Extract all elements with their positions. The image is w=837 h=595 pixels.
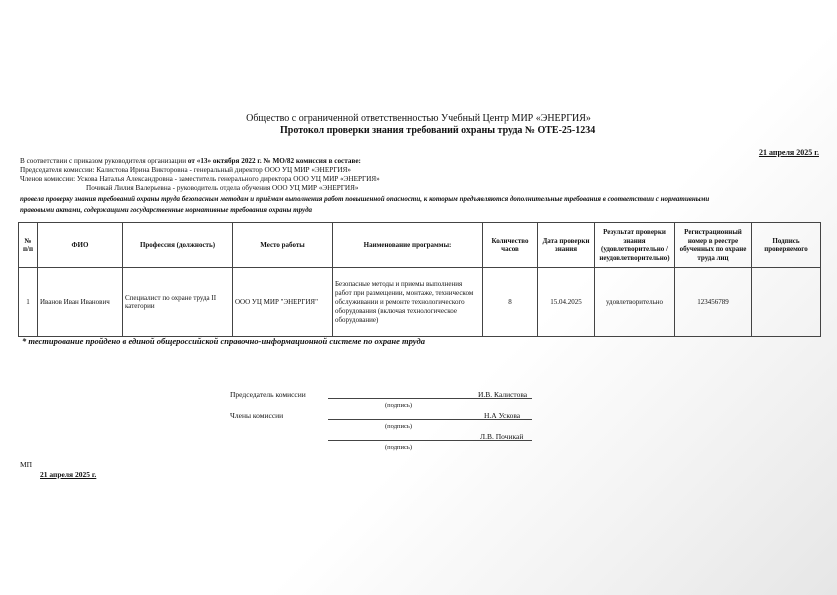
header-hours: Количество часов xyxy=(483,223,538,268)
results-table xyxy=(18,222,821,337)
cell-result: удовлетворительно xyxy=(595,268,675,337)
cell-fio: Иванов Иван Иванович xyxy=(38,268,123,337)
table-header-row xyxy=(19,223,821,268)
member1-line: Членов комиссии: Ускова Наталья Александровна - заместитель генерального директора ООО УЦ МИР «ЭНЕРГИЯ» xyxy=(20,175,380,183)
chair-line: Председателя комиссии: Калистова Ирина Викторовна - генеральный директор ООО УЦ МИР «ЭНЕРГИЯ» xyxy=(20,166,351,174)
protocol-title: Протокол проверки знания требований охраны труда № ОТЕ-25-1234 xyxy=(280,125,596,136)
purpose-line-1: провела проверку знания требований охраны труда безопасным методам и приёмам выполнения работ повышенной опасности, к которым предъявляются дополнительные требования в соответствии с нормативными xyxy=(20,195,710,203)
chair-name: И.В. Калистова xyxy=(478,390,528,399)
member1-name: Н.А Ускова xyxy=(484,411,521,420)
header-date: Дата проверки знания xyxy=(538,223,595,268)
chair-sign-caption: (подпись) xyxy=(385,402,412,409)
member2-line: Почикай Лилия Валерьевна - руководитель отдела обучения ООО УЦ МИР «ЭНЕРГИЯ» xyxy=(86,184,359,192)
members-label: Члены комиссии xyxy=(230,411,284,420)
cell-num: 1 xyxy=(19,268,38,337)
footer-date: 21 апреля 2025 г. xyxy=(40,470,97,479)
cell-profession: Специалист по охране труда II категории xyxy=(123,268,233,337)
cell-date: 15.04.2025 xyxy=(538,268,595,337)
order-details: от «13» октября 2022 г. № МО/82 комиссия в составе: xyxy=(187,157,361,165)
header-reg-number: Регистрационный номер в реестре обученных по охране труда лиц xyxy=(675,223,752,268)
organization-name: Общество с ограниченной ответственностью Учебный Центр МИР «ЭНЕРГИЯ» xyxy=(246,113,591,124)
member2-sign-caption: (подпись) xyxy=(385,444,412,451)
header-num: № п/п xyxy=(19,223,38,268)
cell-signature xyxy=(752,268,821,337)
header-program: Наименование программы: xyxy=(333,223,483,268)
header-signature: Подпись проверяемого xyxy=(752,223,821,268)
table-row xyxy=(19,268,821,337)
stamp-label: МП xyxy=(20,460,33,469)
cell-workplace: ООО УЦ МИР "ЭНЕРГИЯ" xyxy=(233,268,333,337)
member1-sign-caption: (подпись) xyxy=(385,423,412,430)
cell-hours: 8 xyxy=(483,268,538,337)
protocol-date: 21 апреля 2025 г. xyxy=(758,148,819,157)
header-profession: Профессия (должность) xyxy=(123,223,233,268)
order-prefix: В соответствии с приказом руководителя организации xyxy=(20,157,188,165)
purpose-line-2: правовыми актами, содержащими государственные нормативные требования охраны труда xyxy=(20,206,313,214)
header-fio: ФИО xyxy=(38,223,123,268)
chair-label: Председатель комиссии xyxy=(230,390,306,399)
header-workplace: Место работы xyxy=(233,223,333,268)
cell-program: Безопасные методы и приемы выполнения работ при размещении, монтаже, техническом обслуживании и ремонте технологического оборудования (включая технологическое оборудование) xyxy=(333,268,483,337)
cell-reg-number: 123456789 xyxy=(675,268,752,337)
member2-name: Л.В. Почикай xyxy=(480,432,524,441)
header-result: Результат проверки знания (удовлетворительно / неудовлетворительно) xyxy=(595,223,675,268)
testing-note: * тестирование пройдено в единой общероссийской справочно-информационной системе по охране труда xyxy=(22,336,425,346)
order-line xyxy=(20,157,361,166)
